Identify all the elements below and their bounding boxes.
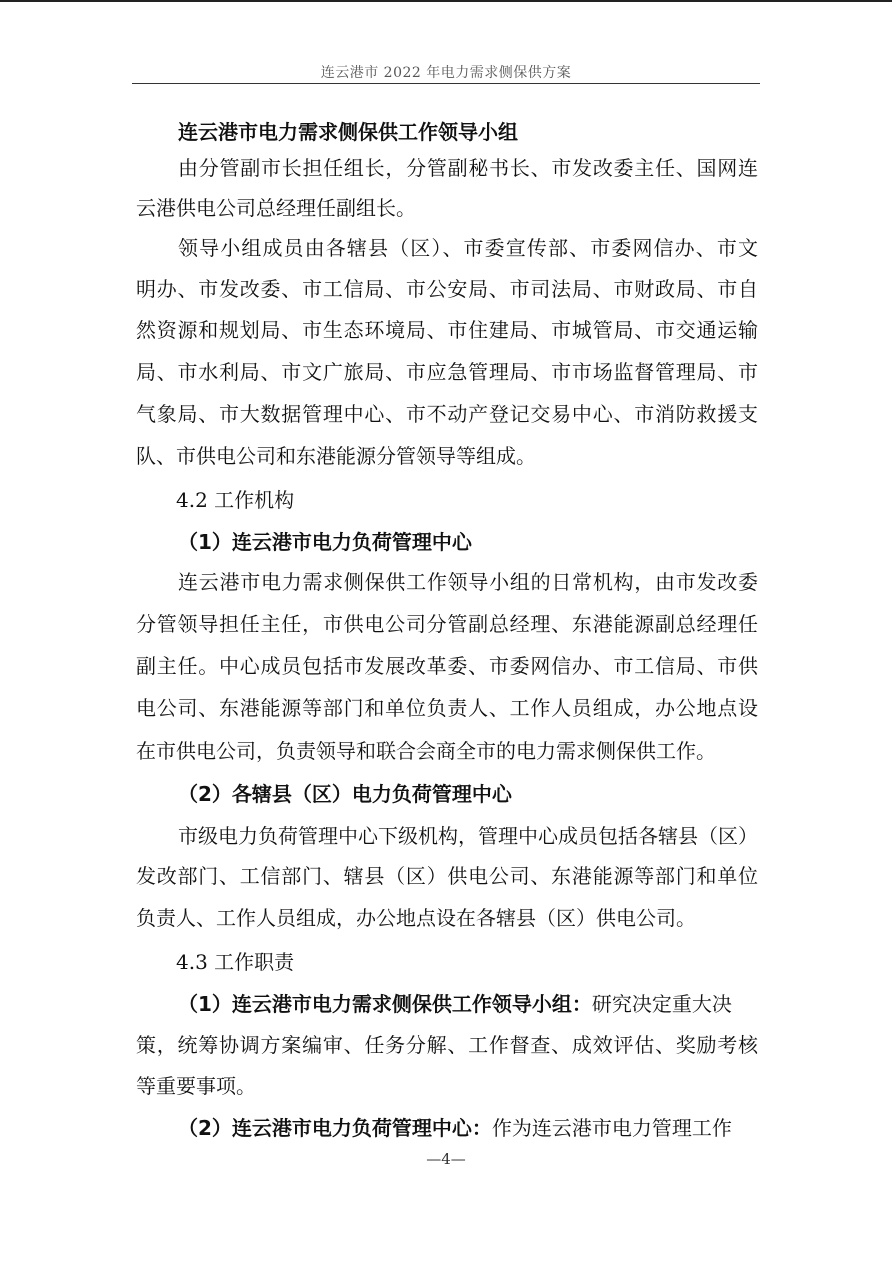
duty-text: 作为连云港市电力管理工作 (491, 1116, 732, 1140)
paragraph-line: 分管领导担任主任，市供电公司分管副总经理、东港能源副总经理任 (136, 612, 758, 636)
paragraph-line: 等重要事项。 (136, 1074, 256, 1098)
paragraph-line: 市级电力负荷管理中心下级机构，管理中心成员包括各辖县（区） (178, 824, 758, 848)
paragraph-line: 副主任。中心成员包括市发展改革委、市委网信办、市工信局、市供 (136, 654, 758, 678)
paragraph-line: 策，统筹协调方案编审、任务分解、工作督查、成效评估、奖励考核 (136, 1033, 758, 1057)
section-heading-leading-group: 连云港市电力需求侧保供工作领导小组 (178, 120, 518, 144)
running-header: 连云港市 2022 年电力需求侧保供方案 (320, 65, 572, 81)
duty-title-leading-group: （1）连云港市电力需求侧保供工作领导小组： (178, 992, 592, 1016)
paragraph-line: 电公司、东港能源等部门和单位负责人、工作人员组成，办公地点设 (136, 696, 758, 720)
header-rule (132, 83, 760, 84)
paragraph-line: 局、市水利局、市文广旅局、市应急管理局、市市场监督管理局、市 (136, 360, 758, 384)
paragraph-line: 在市供电公司，负责领导和联合会商全市的电力需求侧保供工作。 (136, 739, 716, 763)
paragraph-line: 连云港市电力需求侧保供工作领导小组的日常机构，由市发改委 (178, 570, 758, 594)
subsection-heading: （1）连云港市电力负荷管理中心 (178, 530, 472, 554)
duty-title-load-center: （2）连云港市电力负荷管理中心： (178, 1116, 492, 1140)
paragraph-line: 明办、市发改委、市工信局、市公安局、市司法局、市财政局、市自 (136, 277, 758, 301)
paragraph-line: 负责人、工作人员组成，办公地点设在各辖县（区）供电公司。 (136, 906, 696, 930)
paragraph-line: 发改部门、工信部门、辖县（区）供电公司、东港能源等部门和单位 (136, 864, 758, 888)
paragraph-line: 队、市供电公司和东港能源分管领导等组成。 (136, 444, 536, 468)
subsection-heading: （2）各辖县（区）电力负荷管理中心 (178, 782, 512, 806)
paragraph-line (178, 1114, 758, 1142)
paragraph-line (178, 990, 758, 1018)
paragraph-line: 领导小组成员由各辖县（区）、市委宣传部、市委网信办、市文 (178, 236, 758, 260)
section-heading-4-2: 4.2 工作机构 (176, 488, 295, 512)
paragraph-line: 然资源和规划局、市生态环境局、市住建局、市城管局、市交通运输 (136, 318, 758, 342)
duty-text: 研究决定重大决 (591, 992, 732, 1016)
paragraph-line: 气象局、市大数据管理中心、市不动产登记交易中心、市消防救援支 (136, 402, 758, 426)
page-number: —4— (426, 1150, 466, 1168)
top-border (0, 0, 892, 2)
paragraph-line: 由分管副市长担任组长，分管副秘书长、市发改委主任、国网连 (178, 156, 758, 180)
section-heading-4-3: 4.3 工作职责 (176, 950, 295, 974)
paragraph-line: 云港供电公司总经理任副组长。 (136, 196, 416, 220)
